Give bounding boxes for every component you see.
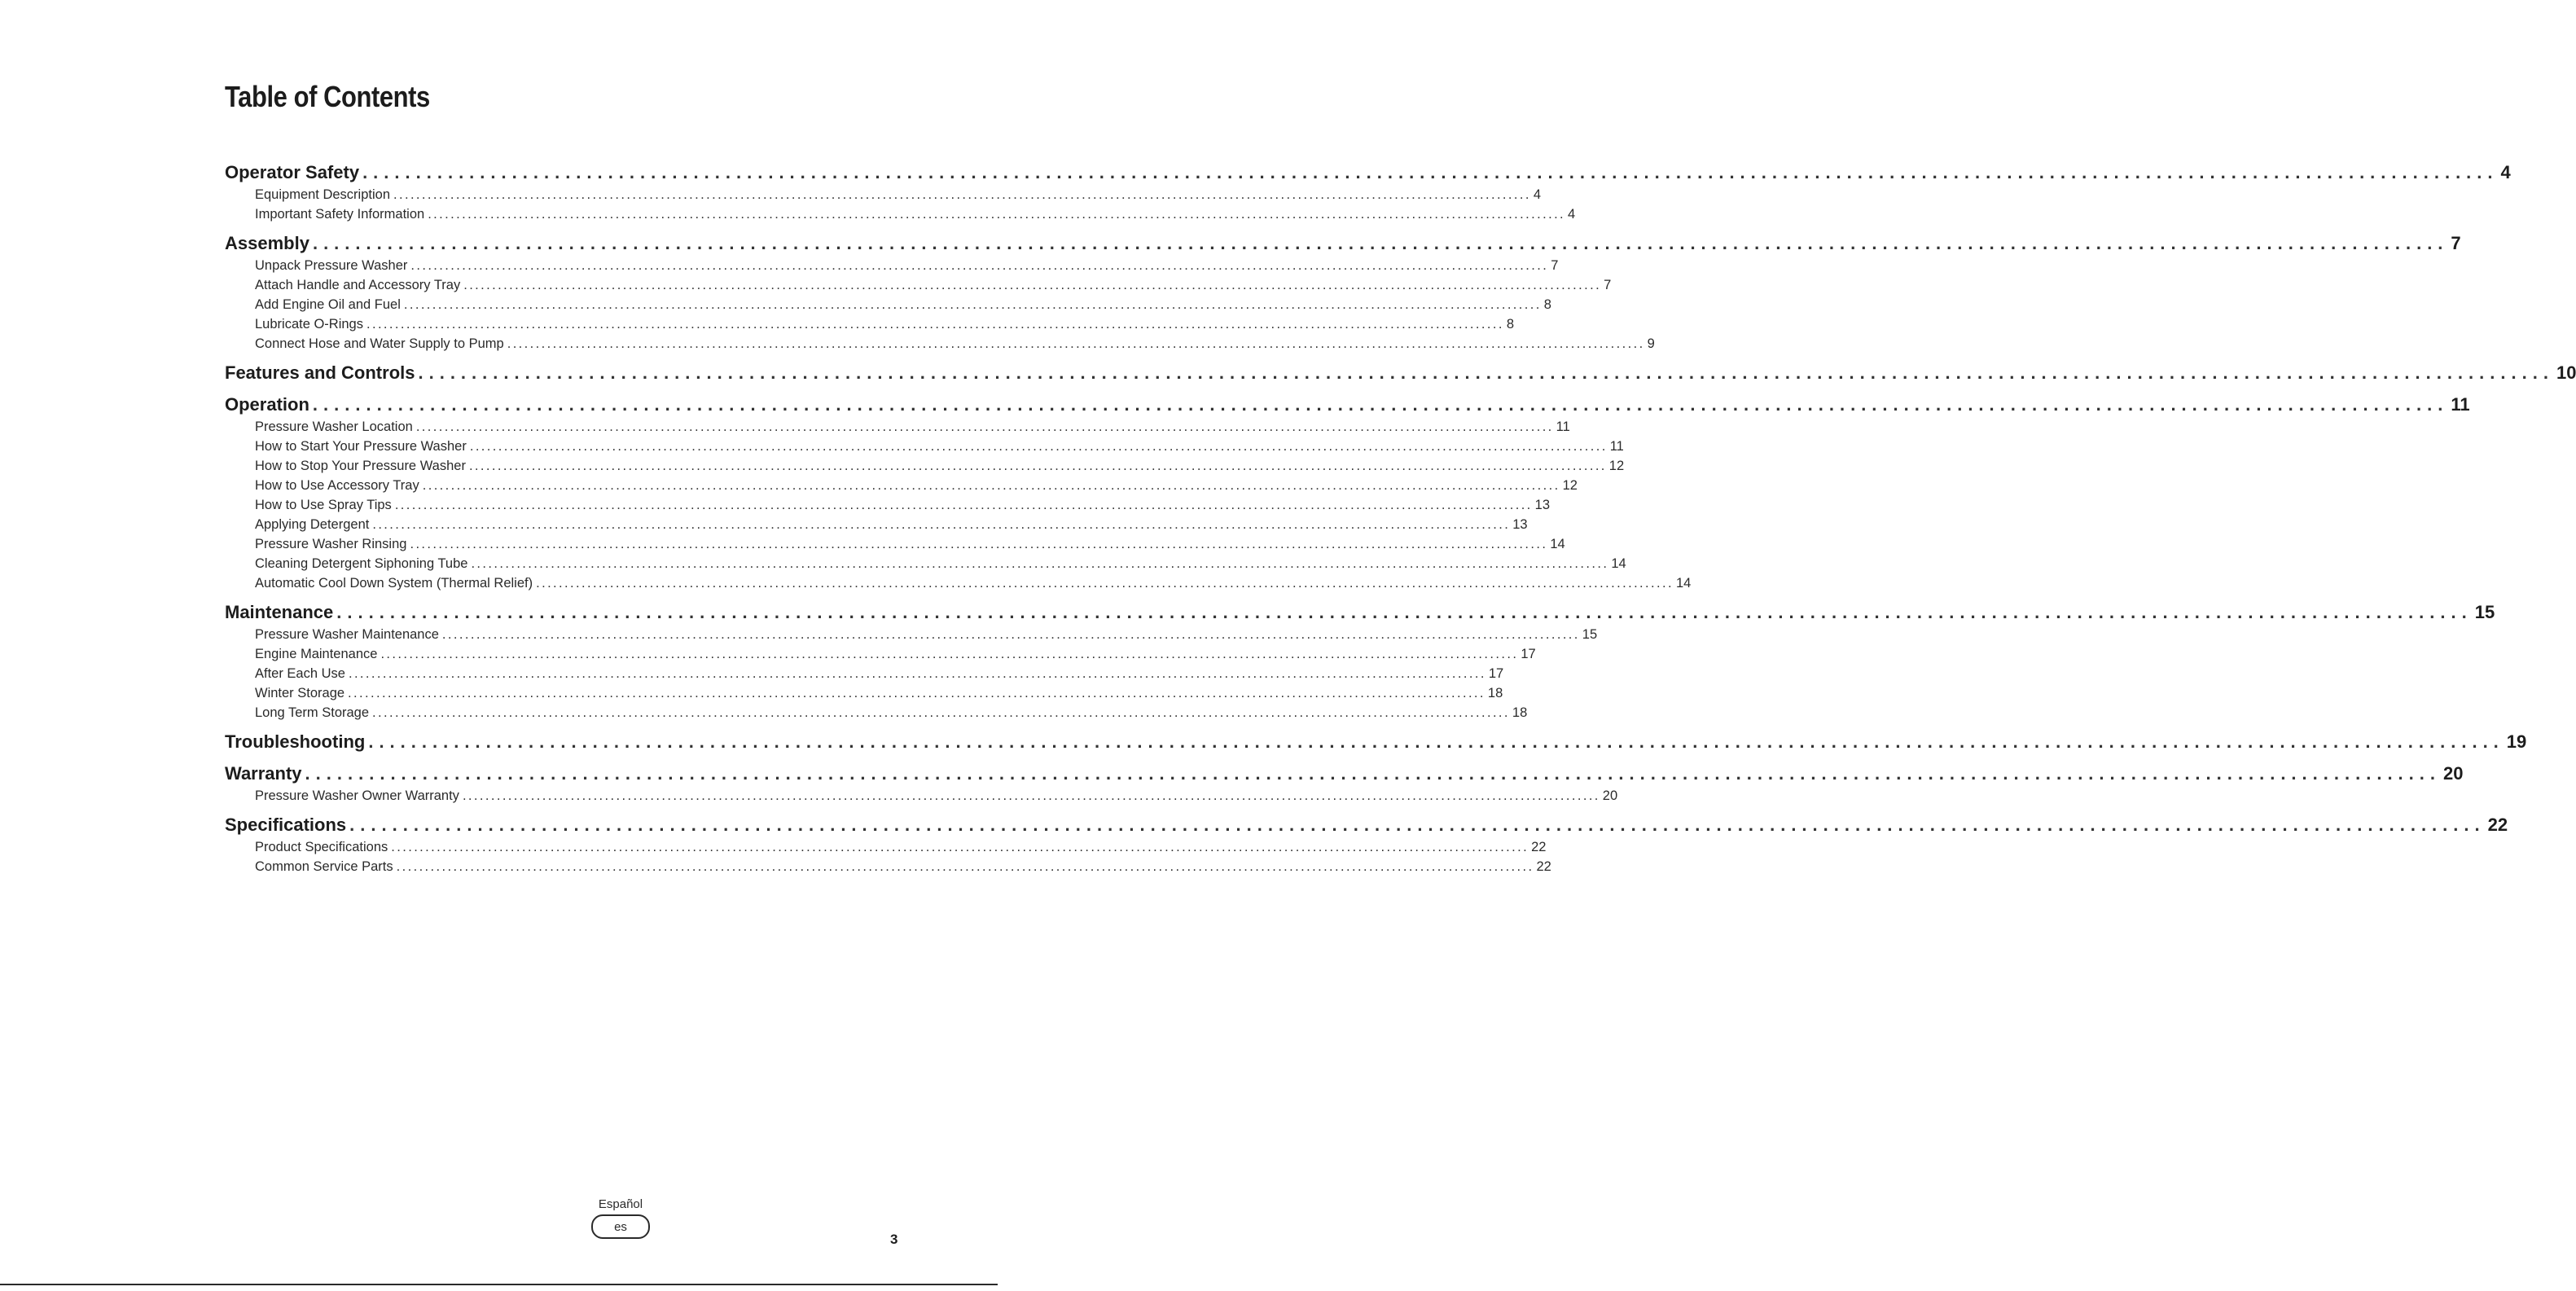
toc-section-title: Operator Safety bbox=[225, 162, 360, 182]
toc-section bbox=[225, 730, 2527, 754]
toc-section-title: Troubleshooting bbox=[225, 731, 366, 752]
toc-entry-page: 15 bbox=[1582, 627, 1598, 642]
toc-entry-page: 14 bbox=[1675, 576, 1692, 591]
dot-leader: ........................................................................................................................................................................................................ bbox=[394, 498, 1533, 512]
toc-entry-page: 9 bbox=[1647, 336, 1655, 351]
table-of-contents bbox=[225, 160, 2576, 884]
dot-leader: ........................................................................................................................................................................................................ bbox=[312, 233, 2449, 253]
dot-leader: ........................................................................................................................................................................................................ bbox=[462, 788, 1600, 803]
dot-leader: ........................................................................................................................................................................................................ bbox=[403, 297, 1542, 312]
toc-section-page: 20 bbox=[2443, 763, 2464, 784]
toc-entry[interactable] bbox=[225, 683, 1503, 703]
toc-section-entry[interactable] bbox=[225, 393, 2470, 417]
language-label: Español bbox=[598, 1197, 643, 1211]
toc-entry[interactable] bbox=[225, 334, 1655, 353]
toc-entry[interactable] bbox=[225, 534, 1565, 554]
toc-entry-label: Pressure Washer Rinsing bbox=[255, 537, 407, 551]
page-title: Table of Contents bbox=[225, 80, 430, 113]
toc-entry[interactable] bbox=[225, 515, 1528, 534]
toc-entry-label: How to Use Spray Tips bbox=[255, 498, 392, 512]
toc-section-page: 7 bbox=[2451, 233, 2461, 253]
toc-section-entry[interactable] bbox=[225, 600, 2495, 625]
dot-leader: ........................................................................................................................................................................................................ bbox=[362, 162, 2499, 182]
toc-entry[interactable] bbox=[225, 417, 1570, 437]
toc-section-title: Assembly bbox=[225, 233, 309, 253]
toc-entry-page: 13 bbox=[1534, 498, 1551, 512]
page-number: 3 bbox=[890, 1232, 898, 1247]
toc-entry-page: 18 bbox=[1487, 686, 1503, 700]
toc-section-page: 10 bbox=[2556, 362, 2576, 383]
dot-leader: ........................................................................................................................................................................................................ bbox=[469, 439, 1608, 454]
toc-entry[interactable] bbox=[225, 786, 1618, 806]
toc-entry-label: Common Service Parts bbox=[255, 859, 393, 874]
toc-entry-page: 20 bbox=[1602, 788, 1618, 803]
toc-section-entry[interactable] bbox=[225, 160, 2511, 185]
toc-entry-page: 4 bbox=[1533, 187, 1542, 202]
dot-leader: ........................................................................................................................................................................................................ bbox=[372, 705, 1510, 720]
toc-entry[interactable] bbox=[225, 625, 1598, 644]
language-badge[interactable]: es bbox=[591, 1214, 650, 1239]
toc-entry-label: Long Term Storage bbox=[255, 705, 370, 720]
dot-leader: ........................................................................................................................................................................................................ bbox=[410, 537, 1548, 551]
toc-entry-page: 8 bbox=[1506, 317, 1515, 332]
toc-section-page: 4 bbox=[2500, 162, 2511, 182]
toc-entry-page: 13 bbox=[1512, 517, 1528, 532]
toc-section-title: Features and Controls bbox=[225, 362, 415, 383]
dot-leader: ........................................................................................................................................................................................................ bbox=[393, 187, 1531, 202]
toc-entry-page: 12 bbox=[1562, 478, 1578, 493]
toc-entry-label: Connect Hose and Water Supply to Pump bbox=[255, 336, 504, 351]
toc-entry-label: Applying Detergent bbox=[255, 517, 370, 532]
dot-leader: ........................................................................................................................................................................................................ bbox=[366, 317, 1504, 332]
dot-leader: ........................................................................................................................................................................................................ bbox=[305, 763, 2442, 784]
toc-entry[interactable] bbox=[225, 204, 1576, 224]
toc-entry[interactable] bbox=[225, 295, 1551, 314]
toc-entry[interactable] bbox=[225, 644, 1536, 664]
dot-leader: ........................................................................................................................................................................................................ bbox=[348, 686, 1485, 700]
toc-entry-label: How to Start Your Pressure Washer bbox=[255, 439, 467, 454]
dot-leader: ........................................................................................................................................................................................................ bbox=[372, 517, 1511, 532]
dot-leader: ........................................................................................................................................................................................................ bbox=[391, 840, 1529, 854]
toc-section-page: 15 bbox=[2474, 602, 2495, 622]
bottom-rule bbox=[0, 1284, 998, 1285]
dot-leader: ........................................................................................................................................................................................................ bbox=[336, 602, 2473, 622]
toc-entry-label: Pressure Washer Location bbox=[255, 419, 413, 434]
dot-leader: ........................................................................................................................................................................................................ bbox=[422, 478, 1560, 493]
dot-leader: ........................................................................................................................................................................................................ bbox=[418, 362, 2554, 383]
dot-leader: ........................................................................................................................................................................................................ bbox=[349, 815, 2486, 835]
dot-leader: ........................................................................................................................................................................................................ bbox=[507, 336, 1645, 351]
toc-section-entry[interactable] bbox=[225, 762, 2464, 786]
toc-entry[interactable] bbox=[225, 837, 1547, 857]
toc-entry[interactable] bbox=[225, 314, 1515, 334]
toc-entry-page: 17 bbox=[1488, 666, 1504, 681]
toc-entry-label: Pressure Washer Maintenance bbox=[255, 627, 439, 642]
toc-entry-label: Automatic Cool Down System (Thermal Relief) bbox=[255, 576, 533, 591]
toc-entry-page: 7 bbox=[1551, 258, 1559, 273]
toc-section-title: Operation bbox=[225, 394, 309, 415]
toc-entry[interactable] bbox=[225, 275, 1612, 295]
dot-leader: ........................................................................................................................................................................................................ bbox=[368, 731, 2504, 752]
toc-entry-label: Product Specifications bbox=[255, 840, 388, 854]
toc-entry-page: 12 bbox=[1608, 459, 1625, 473]
toc-entry-label: Important Safety Information bbox=[255, 207, 425, 222]
toc-entry-page: 11 bbox=[1556, 419, 1570, 434]
toc-entry-label: Add Engine Oil and Fuel bbox=[255, 297, 401, 312]
toc-section-title: Maintenance bbox=[225, 602, 334, 622]
toc-entry[interactable] bbox=[225, 573, 1692, 593]
toc-section bbox=[225, 600, 2495, 722]
toc-section-page: 19 bbox=[2506, 731, 2527, 752]
toc-entry[interactable] bbox=[225, 185, 1542, 204]
dot-leader: ........................................................................................................................................................................................................ bbox=[428, 207, 1566, 222]
toc-entry[interactable] bbox=[225, 495, 1551, 515]
dot-leader: ........................................................................................................................................................................................................ bbox=[468, 459, 1607, 473]
toc-entry-label: Equipment Description bbox=[255, 187, 390, 202]
dot-leader: ........................................................................................................................................................................................................ bbox=[536, 576, 1674, 591]
toc-section bbox=[225, 762, 2464, 806]
toc-entry-page: 11 bbox=[1609, 439, 1624, 454]
toc-section-entry[interactable] bbox=[225, 231, 2461, 256]
dot-leader: ........................................................................................................................................................................................................ bbox=[463, 278, 1602, 292]
dot-leader: ........................................................................................................................................................................................................ bbox=[380, 647, 1519, 661]
toc-entry-page: 17 bbox=[1521, 647, 1536, 661]
toc-section bbox=[225, 813, 2508, 876]
toc-entry-label: How to Use Accessory Tray bbox=[255, 478, 419, 493]
language-selector[interactable] bbox=[588, 1197, 653, 1239]
toc-entry[interactable] bbox=[225, 437, 1624, 456]
toc-entry-page: 14 bbox=[1611, 556, 1626, 571]
dot-leader: ........................................................................................................................................................................................................ bbox=[312, 394, 2449, 415]
toc-entry-label: Unpack Pressure Washer bbox=[255, 258, 408, 273]
toc-entry-label: Attach Handle and Accessory Tray bbox=[255, 278, 461, 292]
toc-section bbox=[225, 361, 2576, 385]
toc-section bbox=[225, 393, 2470, 593]
toc-section-title: Specifications bbox=[225, 815, 347, 835]
toc-entry-label: Lubricate O-Rings bbox=[255, 317, 363, 332]
dot-leader: ........................................................................................................................................................................................................ bbox=[415, 419, 1554, 434]
toc-entry[interactable] bbox=[225, 703, 1528, 722]
toc-section-entry[interactable] bbox=[225, 730, 2527, 754]
toc-entry[interactable] bbox=[225, 554, 1626, 573]
toc-entry[interactable] bbox=[225, 456, 1625, 476]
toc-entry[interactable] bbox=[225, 476, 1578, 495]
toc-entry-label: How to Stop Your Pressure Washer bbox=[255, 459, 466, 473]
toc-entry-page: 14 bbox=[1550, 537, 1565, 551]
toc-entry-page: 22 bbox=[1536, 859, 1551, 874]
dot-leader: ........................................................................................................................................................................................................ bbox=[348, 666, 1486, 681]
toc-section-title: Warranty bbox=[225, 763, 302, 784]
toc-entry[interactable] bbox=[225, 857, 1551, 876]
toc-entry[interactable] bbox=[225, 256, 1559, 275]
toc-entry-page: 8 bbox=[1543, 297, 1551, 312]
toc-entry-label: Pressure Washer Owner Warranty bbox=[255, 788, 459, 803]
toc-section-entry[interactable] bbox=[225, 813, 2508, 837]
toc-entry-label: Cleaning Detergent Siphoning Tube bbox=[255, 556, 468, 571]
dot-leader: ........................................................................................................................................................................................................ bbox=[441, 627, 1580, 642]
toc-section-page: 22 bbox=[2487, 815, 2508, 835]
toc-section-page: 11 bbox=[2451, 394, 2470, 415]
toc-entry-page: 7 bbox=[1604, 278, 1612, 292]
toc-section bbox=[225, 160, 2511, 224]
toc-section bbox=[225, 231, 2461, 353]
toc-entry-page: 18 bbox=[1512, 705, 1528, 720]
toc-entry-label: Winter Storage bbox=[255, 686, 345, 700]
toc-entry-page: 4 bbox=[1568, 207, 1576, 222]
dot-leader: ........................................................................................................................................................................................................ bbox=[471, 556, 1609, 571]
toc-entry-page: 22 bbox=[1531, 840, 1547, 854]
toc-entry-label: After Each Use bbox=[255, 666, 345, 681]
dot-leader: ........................................................................................................................................................................................................ bbox=[396, 859, 1534, 874]
toc-section-entry[interactable] bbox=[225, 361, 2576, 385]
toc-entry-label: Engine Maintenance bbox=[255, 647, 378, 661]
dot-leader: ........................................................................................................................................................................................................ bbox=[410, 258, 1549, 273]
toc-entry[interactable] bbox=[225, 664, 1504, 683]
